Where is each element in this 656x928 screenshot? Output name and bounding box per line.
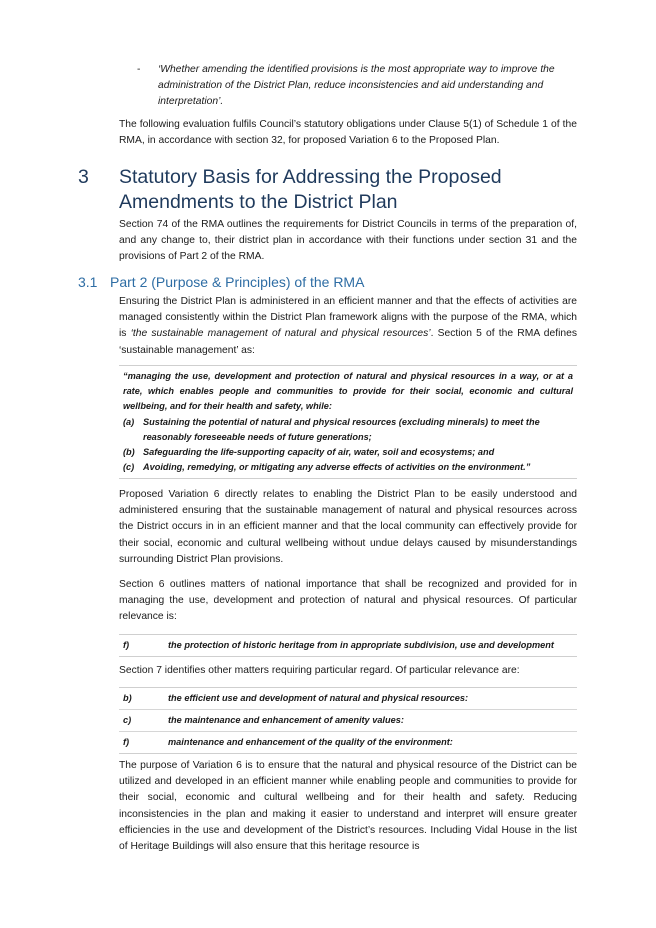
list-item-text: maintenance and enhancement of the quality of the environment: — [168, 737, 453, 747]
section-3-number: 3 — [78, 166, 89, 188]
section-3-1-heading: Part 2 (Purpose & Principles) of the RMA — [110, 274, 365, 290]
list-item-text: the protection of historic heritage from in appropriate subdivision, use and development — [168, 640, 554, 650]
list-item-text: the efficient use and development of natural and physical resources: — [168, 693, 469, 703]
section-7-item-c — [119, 710, 577, 731]
quote-item-a — [123, 415, 573, 445]
section-7-list — [119, 687, 577, 754]
section-3-1-number: 3.1 — [78, 274, 98, 290]
para-text-end: . Section 5 of the RMA defines ‘sustainable management’ as: — [119, 328, 577, 356]
quote-item-label: (b) — [123, 447, 135, 458]
section-3-paragraph: Section 74 of the RMA outlines the requirements for District Councils in terms of the preparation of, and any change to, their district plan in accordance with their functions under section 31 and the provisions of Part 2 of the RMA. — [119, 219, 577, 263]
section-3-1-paragraph — [119, 294, 577, 359]
list-item-label: f) — [123, 640, 130, 650]
list-item-label: b) — [123, 693, 132, 703]
section-3-heading: Statutory Basis for Addressing the Proposed Amendments to the District Plan — [119, 166, 502, 213]
intro-paragraph: The following evaluation fulfils Council’s statutory obligations under Clause 5(1) of Schedule 1 of the RMA, in accordance with section 32, for proposed Variation 6 to the Proposed Plan. — [119, 119, 577, 147]
list-item-text: the maintenance and enhancement of amenity values: — [168, 715, 404, 725]
section-6-list — [119, 634, 577, 657]
quote-item-c — [123, 460, 573, 475]
quote-item-text: Avoiding, remedying, or mitigating any adverse effects of activities on the environment.” — [143, 462, 531, 473]
section-6-paragraph: Section 6 outlines matters of national importance that shall be recognized and provided for in managing the use, development and protection of natural and physical resources. Of particular relevance is: — [119, 579, 577, 623]
bullet-marker: - — [137, 64, 141, 75]
quote-item-b — [123, 445, 573, 460]
variation-paragraph: Proposed Variation 6 directly relates to enabling the District Plan to be easily understood and administered ensuring that the sustainable management of natural and physical resources across the District occurs in in an efficient manner and that the local community can effectively provide for their social, economic and cultural wellbeing without undue delays caused by misunderstandings surrounding District Plan provisions. — [119, 489, 577, 565]
list-item-label: f) — [123, 737, 130, 747]
bullet-quote: ‘Whether amending the identified provisions is the most appropriate way to improve the administration of the District Plan, reduce inconsistencies and aid understanding and interpretation’. — [158, 64, 555, 108]
purpose-paragraph: The purpose of Variation 6 is to ensure that the natural and physical resource of the District can be utilized and developed in an efficient manner while enabling people and communities to provide for their social, economic and cultural wellbeing and for their health and safety. Reducing inconsistencies in the plan and making it easier to understand and interpret will ensure greater efficiencies in the use and development of the District’s resources. Including Vidal House in the list of Heritage Buildings will also ensure that this heritage resource is — [119, 760, 577, 853]
section-7-item-b — [119, 688, 577, 709]
sustainable-management-quote — [119, 365, 577, 479]
para-text-italic: ‘the sustainable management of natural and physical resources’ — [130, 328, 431, 340]
para-text-start: Ensuring the District Plan is administered in an efficient manner and that the effects of activities are managed consistently within the District Plan framework aligns with the purpose of the RMA, which is — [119, 296, 577, 340]
section-6-item-f — [119, 635, 577, 656]
list-item-label: c) — [123, 715, 132, 725]
section-7-item-f — [119, 732, 577, 753]
quote-item-text: Safeguarding the life-supporting capacity of air, water, soil and ecosystems; and — [143, 447, 495, 458]
quote-intro: “managing the use, development and protection of natural and physical resources in a way, or at a rate, which enables people and communities to provide for their social, economic and cultural wellbeing, and for their health and safety, while: — [123, 371, 573, 412]
quote-item-label: (a) — [123, 416, 135, 427]
quote-item-text: Sustaining the potential of natural and physical resources (excluding minerals) to meet the reasonably foreseeable needs of future generations; — [143, 416, 540, 442]
section-7-paragraph: Section 7 identifies other matters requiring particular regard. Of particular relevance are: — [119, 665, 520, 676]
quote-item-label: (c) — [123, 462, 135, 473]
